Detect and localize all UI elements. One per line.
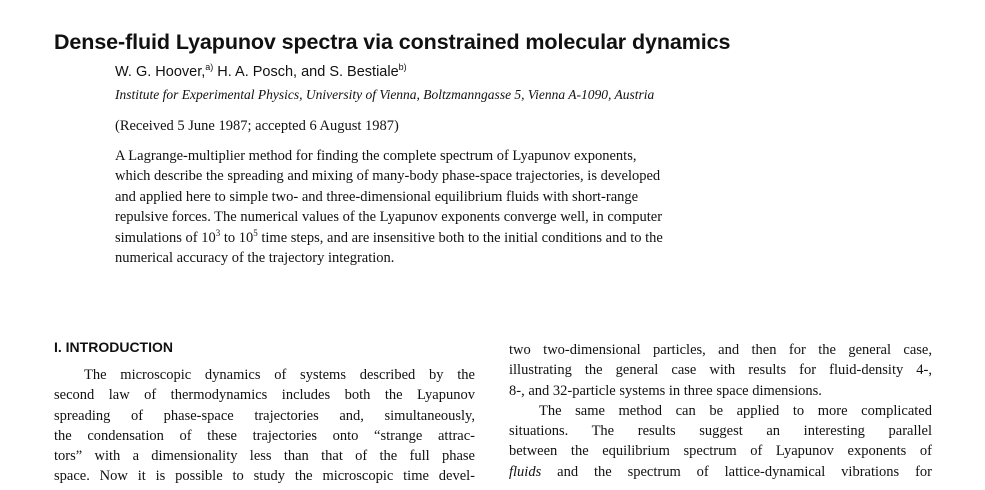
- abstract-text: simulations of 10: [115, 229, 216, 246]
- author-footnote-b: b): [398, 62, 407, 72]
- body-text: and the spectrum of lattice-dynamical vibrations for: [541, 463, 932, 480]
- abstract-line: and applied here to simple two- and three-dimensional equilibrium fluids with short-range: [115, 188, 639, 205]
- abstract-line: numerical accuracy of the trajectory integration.: [115, 250, 395, 267]
- affiliation: Institute for Experimental Physics, University of Vienna, Boltzmanngasse 5, Vienna A-1090, Austria: [115, 87, 655, 102]
- body-line: tors” with a dimensionality less than that of the full phase: [54, 448, 475, 465]
- body-line: space. Now it is possible to study the microscopic time devel-: [54, 468, 475, 485]
- body-line: situations. The results suggest an interesting parallel: [509, 423, 932, 440]
- received-dates: (Received 5 June 1987; accepted 6 August 1987): [115, 118, 399, 134]
- section-heading: I. INTRODUCTION: [54, 339, 173, 355]
- body-line: second law of thermodynamics includes both the Lyapunov: [54, 387, 475, 404]
- left-column-text: [54, 365, 475, 487]
- body-line: The same method can be applied to more complicated: [539, 402, 932, 419]
- abstract-line: which describe the spreading and mixing of many-body phase-space trajectories, is developed: [115, 168, 661, 185]
- abstract: [115, 146, 815, 268]
- abstract-line: A Lagrange-multiplier method for finding the complete spectrum of Lyapunov exponents,: [115, 148, 637, 164]
- body-line: The microscopic dynamics of systems described by the: [84, 367, 475, 383]
- abstract-text: time steps, and are insensitive both to the initial conditions and to the: [257, 229, 663, 246]
- author-hoover: W. G. Hoover,: [115, 64, 206, 80]
- body-line: the condensation of these trajectories onto “strange attrac-: [54, 427, 475, 444]
- body-line: between the equilibrium spectrum of Lyapunov exponents of: [509, 443, 932, 460]
- body-line: illustrating the general case with results for fluid-density 4-,: [509, 362, 932, 379]
- body-line: spreading of phase-space trajectories and, simultaneously,: [54, 407, 475, 424]
- author-footnote-a: a): [205, 62, 214, 72]
- exponent: 5: [253, 227, 258, 238]
- exponent: 3: [215, 227, 221, 238]
- abstract-line: [115, 228, 815, 248]
- abstract-text: to 10: [220, 229, 254, 246]
- abstract-line: repulsive forces. The numerical values of the Lyapunov exponents converge well, in computer: [115, 209, 663, 226]
- author-posch-bestiale: H. A. Posch, and S. Bestiale: [217, 64, 399, 80]
- body-line: two two-dimensional particles, and then for the general case,: [509, 342, 932, 358]
- body-line: 8-, and 32-particle systems in three space dimensions.: [509, 382, 822, 399]
- italic-word: fluids: [509, 463, 542, 480]
- author-list: [115, 64, 407, 80]
- paper-title: Dense-fluid Lyapunov spectra via constrained molecular dynamics: [54, 30, 731, 54]
- right-column-text: [509, 340, 932, 482]
- body-line: [509, 462, 932, 482]
